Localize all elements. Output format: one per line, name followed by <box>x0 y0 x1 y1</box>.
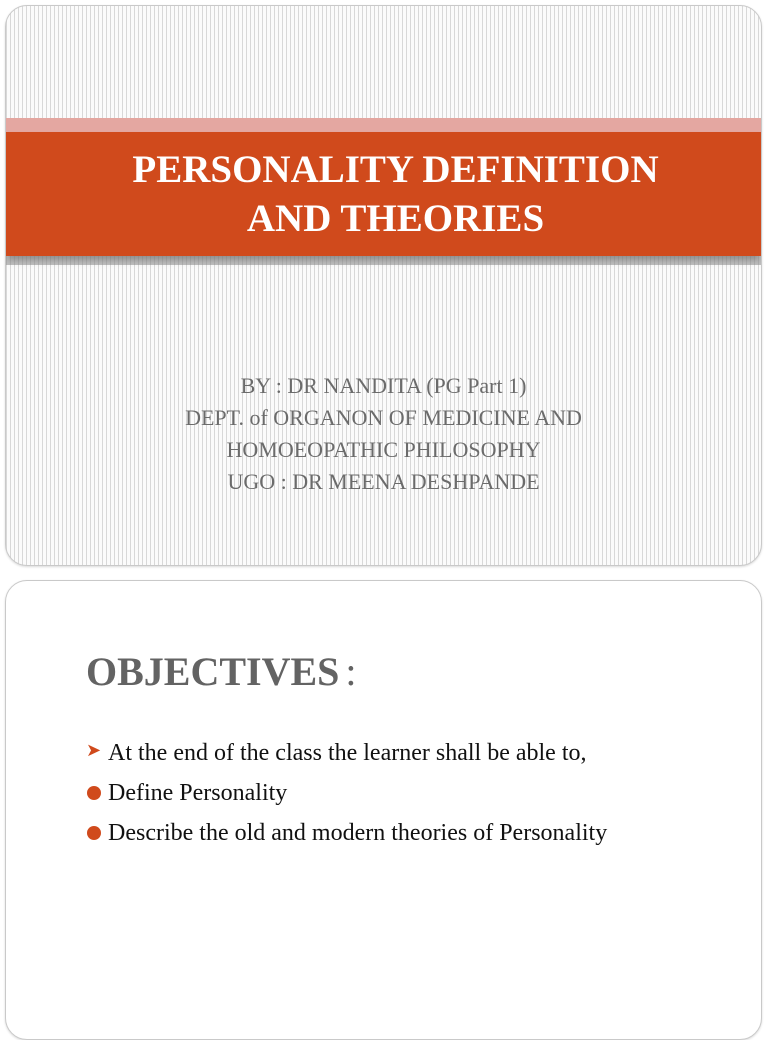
slide-title-line-2: AND THEORIES <box>246 197 545 240</box>
slide-title-line-1: PERSONALITY DEFINITION <box>132 148 659 191</box>
objectives-list <box>86 733 607 853</box>
list-item <box>86 813 607 853</box>
objectives-heading-text: OBJECTIVES <box>86 649 340 694</box>
list-item-text: Describe the old and modern theories of Personality <box>108 820 608 846</box>
byline-guide: UGO : DR MEENA DESHPANDE <box>227 469 540 494</box>
objectives-slide <box>5 580 762 1040</box>
title-band <box>6 132 761 256</box>
byline-department-line-2: HOMOEOPATHIC PHILOSOPHY <box>226 437 541 462</box>
list-item-text: Define Personality <box>108 780 288 806</box>
list-item <box>86 733 607 773</box>
objectives-heading <box>86 647 357 697</box>
byline-author: BY : DR NANDITA (PG Part 1) <box>240 373 527 398</box>
title-slide <box>5 5 762 566</box>
arrow-bullet-icon: ➤ <box>86 740 102 761</box>
title-band-top-stripe <box>6 118 761 132</box>
slide-title <box>62 145 706 243</box>
list-item-text: At the end of the class the learner shall be able to, <box>108 740 587 766</box>
list-item <box>86 773 607 813</box>
objectives-heading-colon: : <box>345 649 357 694</box>
title-band-shadow <box>6 256 761 265</box>
author-byline <box>6 370 761 498</box>
byline-department-line-1: DEPT. of ORGANON OF MEDICINE AND <box>185 405 582 430</box>
